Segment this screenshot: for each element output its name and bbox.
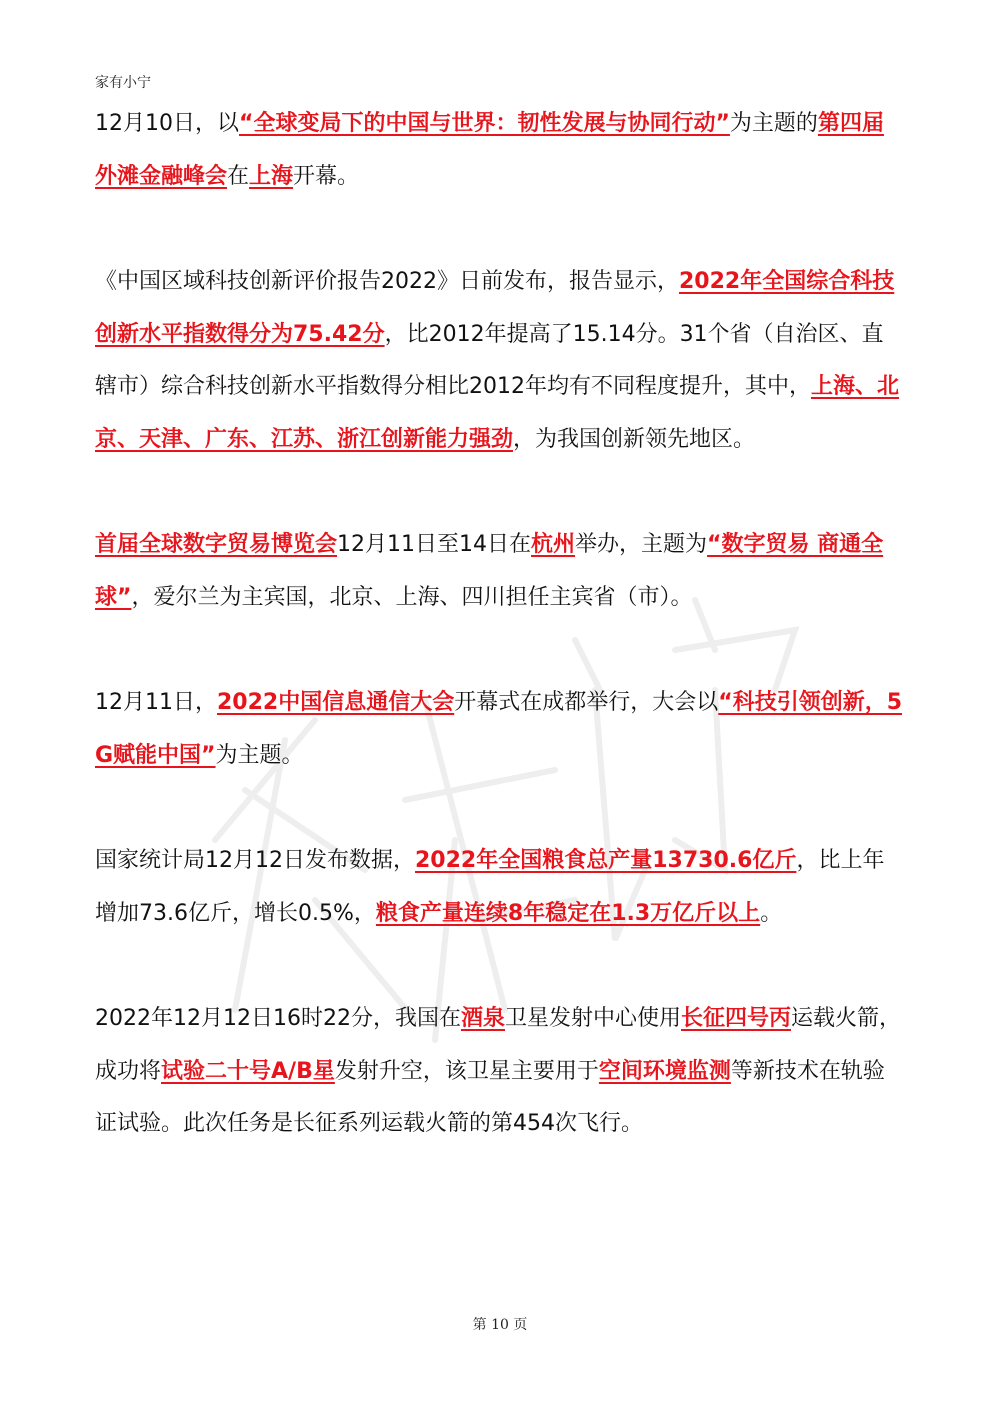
paragraph-text: 举办，主题为 [575,532,708,557]
paragraph-text: 在 [227,163,250,189]
paragraph-text: 2022年12月12日16时22分，我国在 [95,1006,461,1031]
highlighted-keyphrase: 2022中国信息通信大会 [217,690,455,715]
paragraph-text: 12月11日， [95,690,217,715]
paragraph-text: 为主题的 [729,111,818,136]
paragraph-text: ，爱尔兰为主宾国，北京、上海、四川担任主宾省（市）。 [131,584,693,610]
highlighted-keyphrase: “全球变局下的中国与世界：韧性发展与协同行动” [239,111,730,136]
paragraph-text: 等新技术在轨验证试验。此次任务是长征系列运载火箭的第454次飞行。 [95,1058,885,1136]
paragraph-text: 开幕式在成都举行，大会以 [454,690,719,715]
news-paragraph [95,993,905,1151]
paragraph-text: 开幕。 [293,163,360,189]
highlighted-keyphrase: 试验二十号A/B星 [161,1058,335,1084]
page-number: 第 10 页 [472,1317,528,1333]
paragraph-text: 12月11日至14日在 [337,532,531,557]
paragraph-text: 12月10日，以 [95,111,239,136]
highlighted-keyphrase: 2022年全国粮食总产量13730.6亿斤 [415,848,797,873]
highlighted-keyphrase: 2022年全国综合科技创新水平指数得分为75.42分 [95,269,895,347]
highlighted-keyphrase: 杭州 [531,532,576,557]
highlighted-keyphrase: 首届全球数字贸易博览会 [95,532,338,557]
highlighted-keyphrase: 长征四号丙 [681,1006,792,1031]
highlighted-keyphrase: 上海 [249,163,294,189]
news-paragraph [95,835,905,940]
paragraph-text: ，比2012年提高了15.14分。31个省（自治区、直辖市）综合科技创新水平指数得分相比2012年均有不同程度提升，其中， [95,321,884,399]
paragraph-text: 为主题。 [215,742,304,768]
paragraph-text: 运载火箭，成功将 [95,1006,902,1084]
highlighted-keyphrase: “数字贸易 商通全球” [95,532,884,610]
paragraph-text: ，为我国创新领先地区。 [513,426,756,452]
highlighted-keyphrase: “科技引领创新，5G赋能中国” [95,690,903,768]
highlighted-keyphrase: 上海、北京、天津、广东、江苏、浙江创新能力强劲 [95,374,900,452]
paragraph-text: ，比上年增加73.6亿斤，增长0.5%， [95,848,885,926]
highlighted-keyphrase: 第四届外滩金融峰会 [95,111,884,189]
highlighted-keyphrase: 酒泉 [460,1006,505,1031]
news-paragraph [95,256,905,466]
paragraph-text: 卫星发射中心使用 [504,1006,681,1031]
news-paragraph [95,677,905,782]
highlighted-keyphrase: 空间环境监测 [598,1058,731,1084]
news-paragraph [95,98,905,203]
page-header: 家有小宁 [95,75,151,91]
paragraph-text: 《中国区域科技创新评价报告2022》日前发布，报告显示， [95,269,679,294]
highlighted-keyphrase: 粮食产量连续8年稳定在1.3万亿斤以上 [375,900,761,926]
page-body [95,98,905,1204]
paragraph-text: 发射升空，该卫星主要用于 [334,1058,599,1084]
paragraph-text: 国家统计局12月12日发布数据， [95,848,415,873]
news-paragraph [95,519,905,624]
paragraph-text: 。 [760,900,783,926]
